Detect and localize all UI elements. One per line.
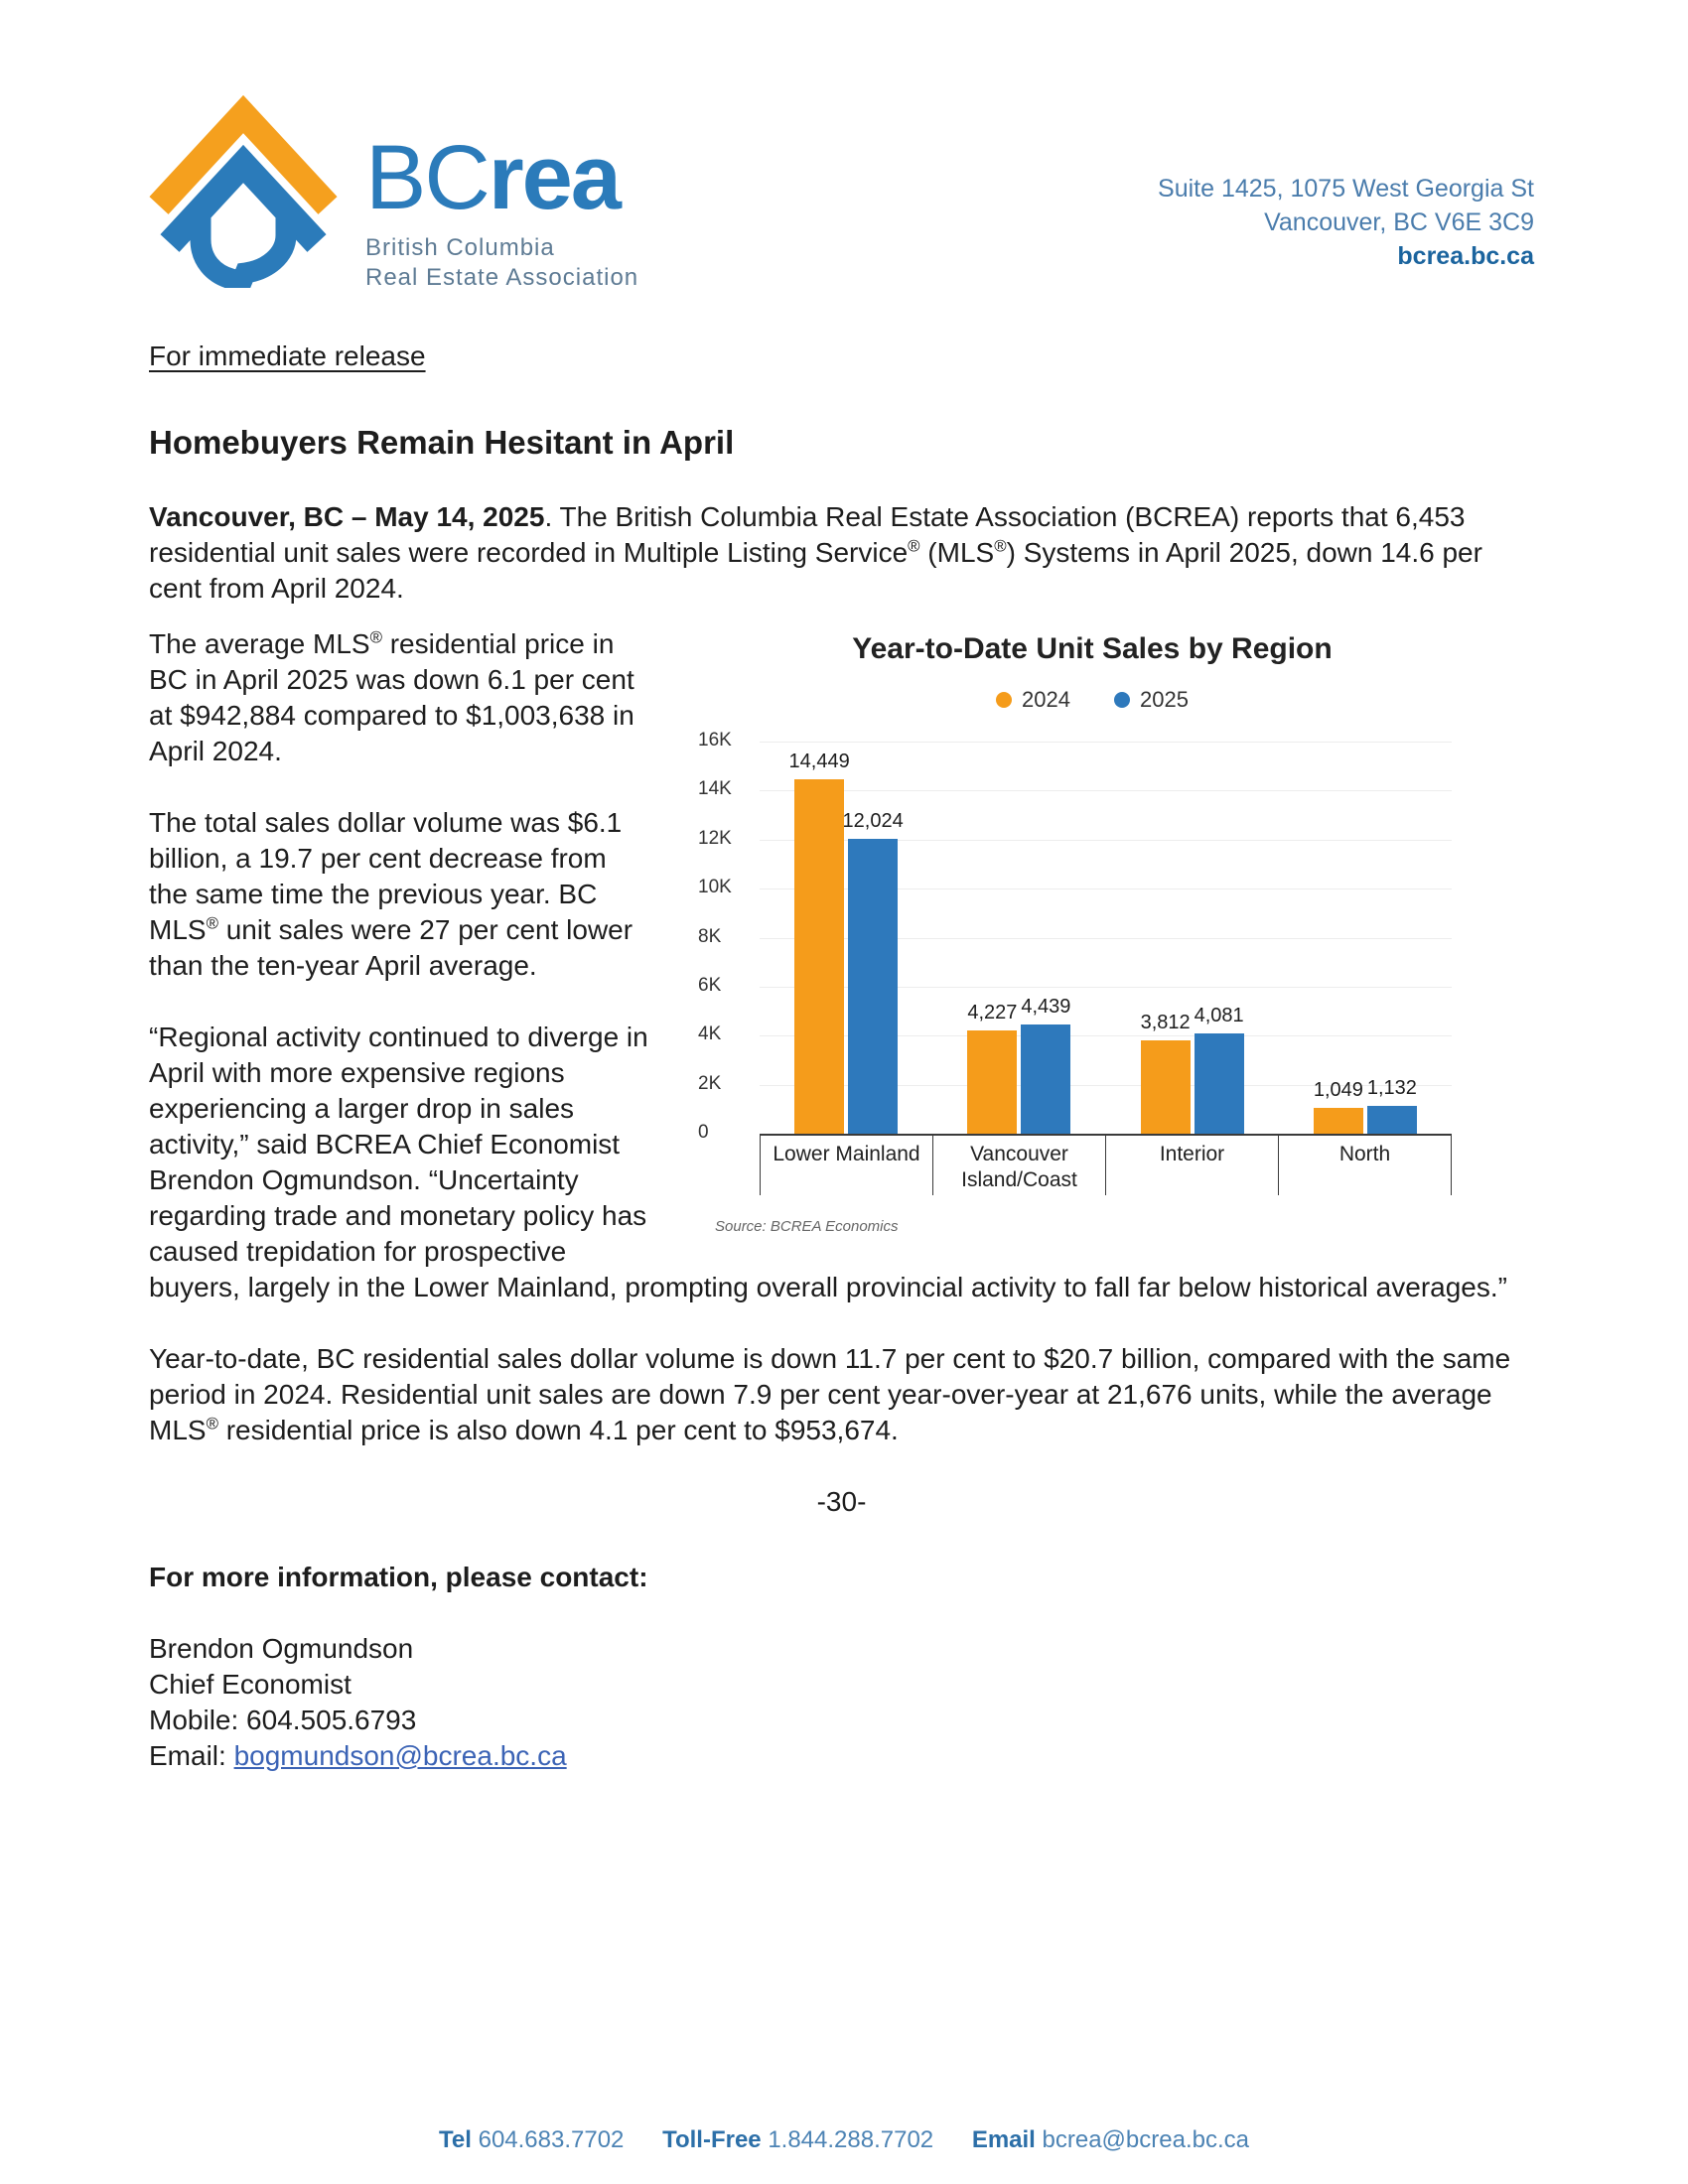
- bar-2025-3: [1367, 1106, 1417, 1134]
- contact-block: [149, 1631, 1534, 1774]
- contact-mobile: [149, 1703, 1534, 1738]
- logo-subtitle: [365, 233, 638, 293]
- website-url: bcrea.bc.ca: [1397, 242, 1534, 270]
- paragraph-volume: The total sales dollar volume was $6.1 billion, a 19.7 per cent decrease from the same time the previous year. BC MLS® unit sales were 27 per cent lower than the ten-year April average.: [149, 807, 633, 981]
- bcrea-logo: [149, 84, 638, 293]
- chart-plot: [698, 730, 1452, 1143]
- gridline: [760, 790, 1452, 791]
- unit-sales-chart: [685, 626, 1499, 1245]
- headline: Homebuyers Remain Hesitant in April: [149, 424, 735, 461]
- header: [0, 0, 1688, 293]
- logo-subtitle-line2: Real Estate Association: [365, 264, 639, 291]
- paragraph-price: The average MLS® residential price in BC in April 2025 was down 6.1 per cent at $942,884 compared to $1,003,638 in April 2024.: [149, 627, 634, 766]
- brand-wordmark: [365, 127, 638, 228]
- paragraph-intro: [149, 499, 1534, 607]
- contact-email-label: Email:: [149, 1740, 234, 1771]
- chart-x-axis-labels: [760, 1136, 1452, 1195]
- footer-tollfree-number: 1.844.288.7702: [768, 2126, 934, 2153]
- bar-value-label: 1,049: [1313, 1079, 1363, 1102]
- contact-title: Chief Economist: [149, 1669, 352, 1700]
- y-tick-label: 6K: [698, 974, 722, 996]
- bar-2025-0: [848, 839, 898, 1134]
- house-speech-bubble-icon: [149, 84, 338, 293]
- logo-text: [365, 127, 639, 293]
- footer-tollfree: [662, 2126, 933, 2153]
- chart-float: [650, 626, 1534, 1262]
- footer-tel-label: Tel: [439, 2126, 472, 2153]
- address-line2: Vancouver, BC V6E 3C9: [1264, 208, 1534, 236]
- x-category-label: Vancouver Island/Coast: [932, 1136, 1105, 1195]
- paragraph-intro-text: . The British Columbia Real Estate Association (BCREA) reports that 6,453 residential unit sales were recorded in Multiple Listing Service® (MLS®) Systems in April 2025, down 14.6 per cent from April 2024.: [149, 501, 1482, 604]
- footer-tel: [439, 2126, 624, 2153]
- x-category-label: Lower Mainland: [760, 1136, 932, 1195]
- bar-value-label: 4,227: [967, 1001, 1018, 1024]
- bar-2025-2: [1195, 1033, 1244, 1134]
- y-tick-label: 12K: [698, 827, 732, 849]
- release-label: For immediate release: [149, 341, 426, 371]
- y-tick-label: 14K: [698, 778, 732, 800]
- footer-email-label: Email: [971, 2126, 1036, 2153]
- bar-value-label: 3,812: [1140, 1011, 1191, 1033]
- x-category-label: North: [1278, 1136, 1452, 1195]
- footer-tel-number: 604.683.7702: [478, 2126, 625, 2153]
- y-tick-label: 2K: [698, 1072, 722, 1094]
- legend-dot-icon: [1114, 692, 1130, 708]
- gridline: [760, 742, 1452, 743]
- text-chart-wrap-zone: [149, 626, 1534, 1305]
- contact-email: [149, 1738, 1534, 1774]
- contact-email-link[interactable]: bogmundson@bcrea.bc.ca: [233, 1740, 567, 1771]
- footer-tollfree-label: Toll-Free: [662, 2126, 762, 2153]
- chart-source: Source: BCREA Economics: [715, 1218, 899, 1235]
- footer-email: [972, 2126, 1249, 2153]
- bar-value-label: 4,081: [1194, 1005, 1244, 1027]
- bar-value-label: 14,449: [788, 751, 850, 773]
- y-tick-label: 8K: [698, 925, 722, 947]
- bar-2025-1: [1021, 1024, 1070, 1134]
- bar-2024-3: [1314, 1108, 1363, 1134]
- document-body: [0, 339, 1688, 1774]
- contact-name: Brendon Ogmundson: [149, 1633, 414, 1664]
- y-tick-label: 10K: [698, 877, 732, 898]
- y-tick-label: 0: [698, 1122, 709, 1143]
- chart-legend: [685, 682, 1499, 718]
- contact-mobile-label: Mobile:: [149, 1705, 247, 1735]
- address-line1: Suite 1425, 1075 West Georgia St: [1158, 175, 1534, 203]
- bar-value-label: 1,132: [1366, 1077, 1417, 1100]
- dateline: Vancouver, BC – May 14, 2025: [149, 501, 545, 532]
- paragraph-quote: “Regional activity continued to diverge in April with more expensive regions experiencing a larger drop in sales activity,” said BCREA Chief Economist Brendon Ogmundson. “Uncertainty regarding trade and monetary policy has caused trepidation for prospective buyers, largely in the Lower Mainland, prompting overall provincial activity to fall far below historical averages.”: [149, 1022, 1507, 1302]
- y-tick-label: 16K: [698, 730, 732, 751]
- bar-2024-1: [967, 1030, 1017, 1134]
- contact-heading: For more information, please contact:: [149, 1562, 648, 1592]
- legend-item-2024: [996, 682, 1070, 718]
- chart-title: Year-to-Date Unit Sales by Region: [852, 632, 1333, 665]
- end-mark: -30-: [816, 1486, 867, 1517]
- bar-value-label: 12,024: [842, 810, 904, 833]
- footer-email-address: bcrea@bcrea.bc.ca: [1042, 2126, 1249, 2153]
- y-tick-label: 4K: [698, 1024, 722, 1045]
- page-footer: [0, 2126, 1688, 2154]
- bar-value-label: 4,439: [1021, 996, 1071, 1019]
- legend-label: 2024: [1022, 687, 1070, 712]
- logo-subtitle-line1: British Columbia: [365, 234, 555, 261]
- chart-plot-outer: [698, 730, 1452, 1195]
- x-category-label: Interior: [1105, 1136, 1278, 1195]
- brand-rea: rea: [488, 127, 620, 228]
- legend-dot-icon: [996, 692, 1012, 708]
- paragraph-ytd: Year-to-date, BC residential sales dollar volume is down 11.7 per cent to $20.7 billion, compared with the same period in 2024. Residential unit sales are down 7.9 per cent year-over-year at 21,676 units, while the average MLS® residential price is also down 4.1 per cent to $953,674.: [149, 1343, 1511, 1445]
- legend-item-2025: [1114, 682, 1189, 718]
- brand-bc: BC: [365, 127, 489, 228]
- office-address: [1158, 172, 1534, 293]
- legend-label: 2025: [1140, 687, 1189, 712]
- contact-mobile-number: 604.505.6793: [246, 1705, 417, 1735]
- bar-2024-2: [1141, 1040, 1191, 1134]
